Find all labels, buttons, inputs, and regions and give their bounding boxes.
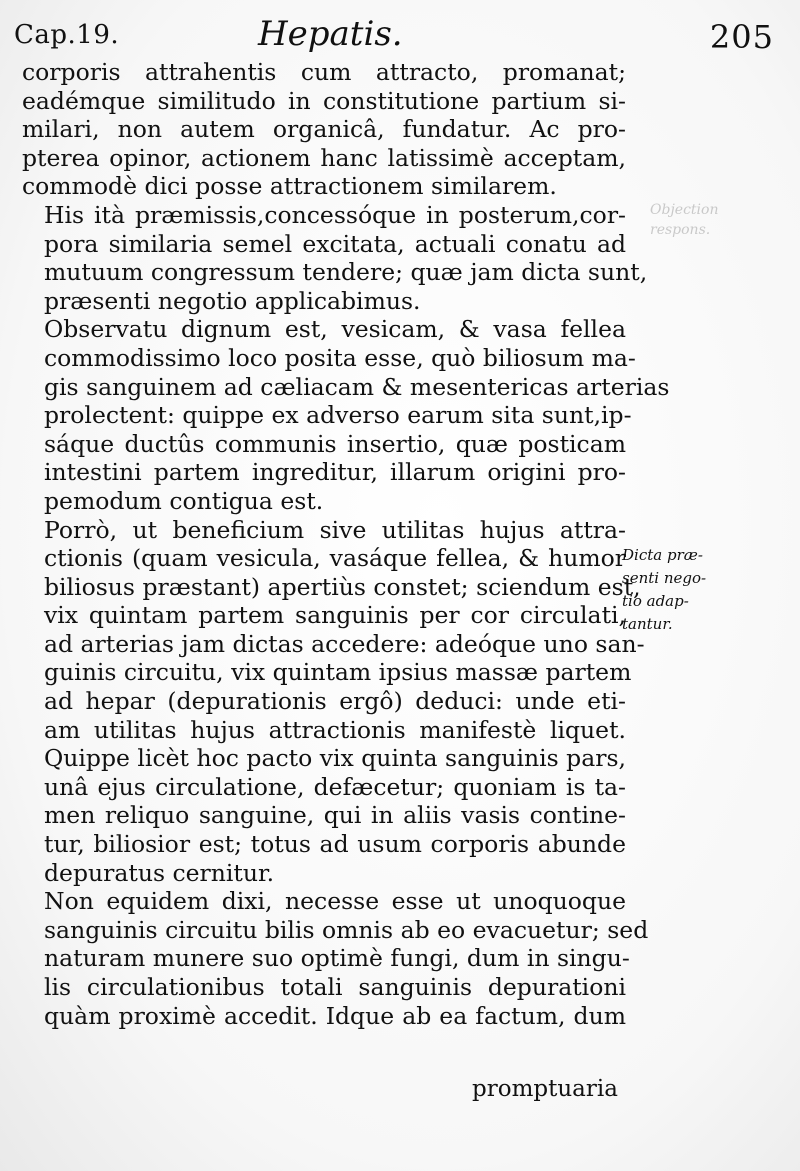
text-line: biliosus præstant) apertiùs constet; sciendum est, bbox=[44, 572, 641, 601]
paragraph-4 bbox=[22, 515, 645, 888]
text-line: depuratus cernitur. bbox=[44, 858, 275, 887]
text-line: pora similaria semel excitata, actuali conatu ad bbox=[44, 229, 626, 258]
text-line: gis sanguinem ad cæliacam & mesentericas arterias bbox=[44, 372, 670, 401]
text-line: Quippe licèt hoc pacto vix quinta sanguinis pars, bbox=[44, 744, 626, 773]
text-line: intestini partem ingreditur, illarum origini pro- bbox=[44, 458, 626, 487]
paragraph-2 bbox=[22, 200, 648, 315]
text-line: mutuum congressum tendere; quæ jam dicta sunt, bbox=[44, 258, 648, 287]
text-line: Non equidem dixi, necesse esse ut unoquoque bbox=[44, 887, 626, 916]
text-line: ctionis (quam vesicula, vasáque fellea, & humor bbox=[44, 544, 626, 573]
text-line: prolectent: quippe ex adverso earum sita sunt,ip- bbox=[44, 401, 632, 430]
bleed-through-line: Objection bbox=[650, 202, 719, 218]
text-line: quàm proximè accedit. Idque ab ea factum, dum bbox=[44, 1001, 626, 1030]
text-line: præsenti negotio applicabimus. bbox=[44, 286, 421, 315]
text-line: Porrò, ut beneficium sive utilitas hujus attra- bbox=[44, 515, 626, 544]
text-line: pemodum contigua est. bbox=[44, 486, 324, 515]
bleed-through-line: respons. bbox=[650, 222, 711, 238]
running-title: Hepatis. bbox=[258, 14, 403, 54]
text-line: corporis attrahentis cum attracto, promanat; bbox=[22, 58, 626, 86]
page-number: 205 bbox=[709, 18, 774, 56]
text-line: eadémque similitudo in constitutione partium si- bbox=[22, 86, 626, 115]
text-line: Observatu dignum est, vesicam, & vasa fellea bbox=[44, 315, 626, 344]
text-line: sáque ductûs communis insertio, quæ posticam bbox=[44, 429, 626, 458]
running-header bbox=[14, 12, 786, 62]
paragraph-5 bbox=[22, 887, 649, 1030]
text-line: men reliquo sanguine, qui in aliis vasis contine- bbox=[44, 801, 626, 830]
text-line: am utilitas hujus attractionis manifestè liquet. bbox=[44, 715, 626, 744]
margin-note-line: senti nego- bbox=[622, 569, 707, 587]
text-line: unâ ejus circulatione, defæcetur; quoniam is ta- bbox=[44, 772, 626, 801]
text-line: naturam munere suo optimè fungi, dum in singu- bbox=[44, 944, 630, 973]
margin-note-line: tio adap- bbox=[622, 592, 689, 610]
margin-note bbox=[622, 544, 782, 636]
paragraph-1 bbox=[22, 58, 626, 201]
paragraph-3 bbox=[22, 315, 670, 515]
text-line: commodissimo loco posita esse, quò biliosum ma- bbox=[44, 343, 636, 372]
text-line: commodè dici posse attractionem similarem. bbox=[22, 172, 557, 201]
text-line: vix quintam partem sanguinis per cor circulati, bbox=[44, 601, 626, 630]
margin-note-line: Dicta præ- bbox=[622, 546, 703, 564]
chapter-label: Cap.19. bbox=[14, 20, 120, 50]
text-line: milari, non autem organicâ, fundatur. Ac pro- bbox=[22, 115, 626, 144]
margin-note-line: tantur. bbox=[622, 615, 673, 633]
text-line: ad arterias jam dictas accedere: adeóque uno san- bbox=[44, 629, 645, 658]
text-line: tur, biliosior est; totus ad usum corporis abunde bbox=[44, 830, 626, 859]
text-line: sanguinis circuitu bilis omnis ab eo evacuetur; sed bbox=[44, 915, 649, 944]
text-line: guinis circuitu, vix quintam ipsius massæ partem bbox=[44, 658, 632, 687]
bleed-through-note bbox=[650, 200, 740, 240]
text-line: His ità præmissis,concessóque in posterum,cor- bbox=[44, 200, 626, 229]
text-line: lis circulationibus totali sanguinis depurationi bbox=[44, 973, 626, 1001]
catchword: promptuaria bbox=[472, 1076, 618, 1102]
text-line: ad hepar (depurationis ergô) deduci: unde eti- bbox=[44, 687, 626, 716]
text-line: pterea opinor, actionem hanc latissimè acceptam, bbox=[22, 143, 626, 172]
